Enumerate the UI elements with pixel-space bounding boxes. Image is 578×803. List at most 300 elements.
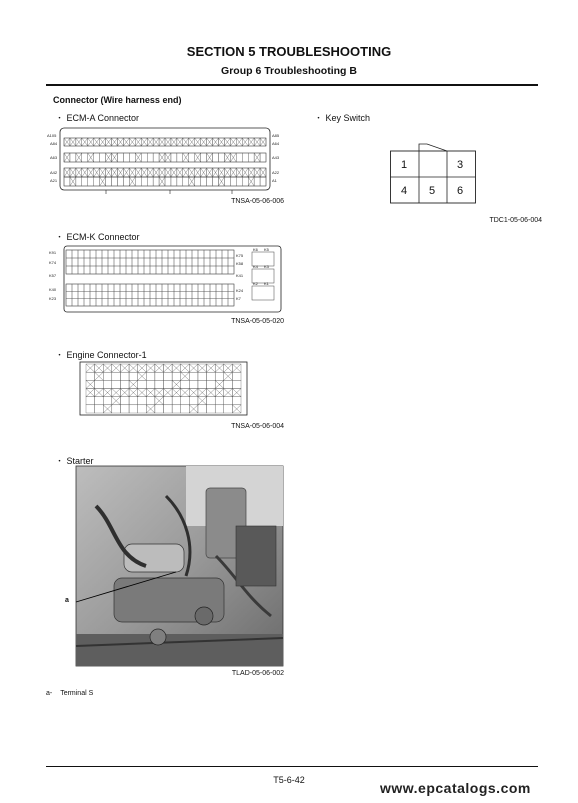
- ecm-k-cell: [120, 266, 126, 274]
- ecm-k-cell: [216, 299, 222, 306]
- ecm-a-cell: [224, 177, 230, 186]
- ecm-a-cell: [248, 153, 254, 162]
- ecm-k-cell: [210, 266, 216, 274]
- ecm-k-cell: [72, 299, 78, 306]
- engine-connector-cell: [164, 397, 173, 405]
- engine-connector-cell: [129, 405, 138, 413]
- ecm-k-cell: [174, 250, 180, 258]
- ecm-k-pin-extra-0: K6: [253, 247, 258, 252]
- ecm-k-cell: [72, 266, 78, 274]
- ecm-k-cell: [228, 258, 234, 266]
- ecm-k-cell: [102, 291, 108, 298]
- ecm-k-cell: [168, 291, 174, 298]
- ecm-k-cell: [204, 284, 210, 291]
- bullet-icon: ・: [314, 113, 324, 123]
- ecm-a-pin-right-1: A64: [272, 141, 280, 146]
- engine-connector-cell: [181, 397, 190, 405]
- engine-connector-cell: [189, 380, 198, 388]
- ecm-a-cell: [260, 153, 266, 162]
- ecm-k-cell: [198, 258, 204, 266]
- ecm-k-cell: [228, 291, 234, 298]
- ecm-k-cell: [198, 266, 204, 274]
- ecm-k-cell: [168, 284, 174, 291]
- engine-connector-cell: [129, 397, 138, 405]
- key-switch-label: [314, 111, 370, 124]
- ecm-k-cell: [228, 299, 234, 306]
- engine-connector-cell: [224, 397, 233, 405]
- ecm-k-cell: [156, 250, 162, 258]
- ecm-a-pin-left-1: A84: [50, 141, 58, 146]
- engine-connector-cell: [95, 405, 104, 413]
- ecm-k-cell: [108, 299, 114, 306]
- engine-connector-cell: [172, 397, 181, 405]
- engine-connector-cell: [189, 372, 198, 380]
- ecm-k-pin-left-2: K57: [49, 273, 57, 278]
- engine-connector-cell: [112, 380, 121, 388]
- engine-connector-cell: [232, 397, 241, 405]
- ecm-a-cell: [213, 177, 219, 186]
- watermark: www.epcatalogs.com: [380, 780, 531, 796]
- ecm-k-cell: [144, 266, 150, 274]
- ecm-a-pin-right-3: A22: [272, 170, 280, 175]
- engine-connector-cell: [120, 372, 129, 380]
- ecm-k-cell: [114, 291, 120, 298]
- ecm-a-cell: [129, 153, 135, 162]
- engine-connector-cell: [215, 405, 224, 413]
- ecm-k-cell: [84, 299, 90, 306]
- ecm-k-cell: [204, 291, 210, 298]
- ecm-k-cell: [126, 284, 132, 291]
- ecm-k-cell: [108, 291, 114, 298]
- ecm-a-cell: [242, 177, 248, 186]
- ecm-a-cell: [94, 153, 100, 162]
- key-switch-terminal-5: 5: [429, 185, 436, 197]
- key-switch-terminal-3: 3: [457, 159, 464, 171]
- ecm-k-cell: [126, 258, 132, 266]
- ecm-a-cell: [117, 153, 123, 162]
- ecm-k-cell: [210, 250, 216, 258]
- section-title: SECTION 5 TROUBLESHOOTING: [186, 44, 392, 59]
- ecm-k-cell: [90, 291, 96, 298]
- bullet-icon: ・: [55, 113, 65, 123]
- ecm-k-cell: [84, 291, 90, 298]
- ecm-a-cell: [236, 153, 242, 162]
- ecm-k-cell: [66, 250, 72, 258]
- ecm-k-cell: [144, 250, 150, 258]
- header-divider: [46, 84, 538, 86]
- ecm-k-cell: [108, 284, 114, 291]
- ecm-k-cell: [96, 291, 102, 298]
- ecm-k-cell: [180, 299, 186, 306]
- ecm-k-cell: [138, 258, 144, 266]
- engine-connector-label-text: Engine Connector-1: [66, 350, 147, 360]
- ecm-k-cell: [222, 299, 228, 306]
- ecm-k-cell: [228, 284, 234, 291]
- engine-connector-cell: [129, 372, 138, 380]
- engine-connector-cell: [103, 372, 112, 380]
- ecm-k-pin-extra-1: K5: [264, 247, 269, 252]
- ecm-k-cell: [198, 284, 204, 291]
- ecm-a-cell: [100, 153, 106, 162]
- engine-connector-cell: [120, 380, 129, 388]
- ecm-k-cell: [90, 250, 96, 258]
- ecm-k-cell: [132, 284, 138, 291]
- ecm-k-cell: [150, 299, 156, 306]
- ecm-k-cell: [192, 250, 198, 258]
- ecm-a-cell: [117, 177, 123, 186]
- engine-connector-cell: [112, 405, 121, 413]
- ecm-k-cell: [84, 266, 90, 274]
- ecm-k-pin-right-4: K7: [236, 296, 241, 301]
- ecm-a-connector-diagram: [46, 124, 286, 196]
- engine-connector-cell: [181, 405, 190, 413]
- ecm-k-cell: [156, 266, 162, 274]
- engine-connector-cell: [172, 405, 181, 413]
- engine-connector-cell: [164, 380, 173, 388]
- ecm-a-pin-right-0: A85: [272, 133, 280, 138]
- ecm-k-cell: [210, 299, 216, 306]
- ecm-k-cell: [96, 284, 102, 291]
- engine-connector-cell: [207, 397, 216, 405]
- ecm-k-cell: [186, 284, 192, 291]
- engine-connector-cell: [164, 405, 173, 413]
- ecm-k-cell: [204, 266, 210, 274]
- ecm-k-cell: [84, 284, 90, 291]
- ecm-k-pin-right-1: K58: [236, 261, 244, 266]
- ecm-k-cell: [102, 250, 108, 258]
- engine-connector-cell: [181, 380, 190, 388]
- ecm-k-cell: [162, 291, 168, 298]
- ecm-k-cell: [126, 291, 132, 298]
- group-title: Group 6 Troubleshooting B: [221, 65, 357, 77]
- engine-connector-cell: [198, 372, 207, 380]
- ecm-a-cell: [141, 153, 147, 162]
- ecm-k-cell: [228, 250, 234, 258]
- ecm-k-cell: [138, 291, 144, 298]
- ecm-k-caption: TNSA-05-05-020: [231, 318, 284, 325]
- ecm-k-cell: [216, 284, 222, 291]
- ecm-k-pin-extra-4: K2: [253, 281, 258, 286]
- ecm-k-cell: [132, 258, 138, 266]
- ecm-k-cell: [144, 284, 150, 291]
- ecm-k-cell: [186, 299, 192, 306]
- ecm-k-pin-right-0: K75: [236, 253, 244, 258]
- ecm-k-cell: [84, 250, 90, 258]
- ecm-a-pin-right-2: A43: [272, 155, 280, 160]
- ecm-a-pin-left-4: A21: [50, 178, 58, 183]
- ecm-k-cell: [216, 258, 222, 266]
- ecm-k-cell: [210, 258, 216, 266]
- ecm-k-cell: [114, 258, 120, 266]
- engine-connector-cell: [215, 397, 224, 405]
- ecm-a-cell: [171, 177, 177, 186]
- engine-connector-cell: [224, 405, 233, 413]
- ecm-a-cell: [123, 177, 129, 186]
- ecm-k-cell: [174, 266, 180, 274]
- ecm-k-cell: [90, 266, 96, 274]
- ecm-k-cell: [174, 291, 180, 298]
- ecm-k-cell: [84, 258, 90, 266]
- ecm-a-pin-left-3: A42: [50, 170, 58, 175]
- ecm-a-caption: TNSA-05-06-006: [231, 198, 284, 205]
- ecm-k-pin-extra-3: K3: [264, 264, 269, 269]
- ecm-a-cell: [153, 177, 159, 186]
- ecm-k-cell: [216, 250, 222, 258]
- engine-connector-cell: [86, 372, 95, 380]
- ecm-a-cell: [254, 177, 260, 186]
- ecm-k-pin-left-1: K74: [49, 260, 57, 265]
- key-switch-diagram: [390, 143, 476, 205]
- ecm-k-cell: [222, 250, 228, 258]
- ecm-k-cell: [144, 299, 150, 306]
- ecm-k-cell: [96, 299, 102, 306]
- ecm-k-cell: [132, 299, 138, 306]
- ecm-k-cell: [78, 250, 84, 258]
- ecm-k-cell: [186, 291, 192, 298]
- ecm-a-cell: [230, 177, 236, 186]
- ecm-k-cell: [216, 266, 222, 274]
- key-switch-terminal-6: 6: [457, 185, 464, 197]
- ecm-k-cell: [72, 284, 78, 291]
- engine-connector-cell: [155, 372, 164, 380]
- ecm-k-cell: [108, 258, 114, 266]
- ecm-k-cell: [120, 299, 126, 306]
- ecm-k-cell: [198, 299, 204, 306]
- bullet-icon: ・: [55, 350, 65, 360]
- ecm-a-cell: [82, 153, 88, 162]
- ecm-k-cell: [90, 299, 96, 306]
- ecm-k-cell: [120, 284, 126, 291]
- engine-connector-cell: [215, 372, 224, 380]
- ecm-a-cell: [242, 153, 248, 162]
- engine-connector-cell: [103, 397, 112, 405]
- legend: [46, 690, 93, 697]
- engine-connector-cell: [95, 397, 104, 405]
- ecm-k-cell: [66, 291, 72, 298]
- ecm-k-cell: [204, 258, 210, 266]
- ecm-a-cell: [213, 153, 219, 162]
- ecm-k-cell: [174, 258, 180, 266]
- engine-connector-label: [55, 348, 147, 361]
- ecm-k-cell: [102, 284, 108, 291]
- ecm-k-cell: [150, 284, 156, 291]
- ecm-a-cell: [177, 177, 183, 186]
- ecm-k-cell: [150, 258, 156, 266]
- ecm-k-cell: [198, 291, 204, 298]
- key-switch-caption: TDC1-05-06-004: [489, 217, 542, 224]
- ecm-k-cell: [168, 250, 174, 258]
- starter-photo: [76, 466, 283, 666]
- ecm-k-cell: [222, 291, 228, 298]
- ecm-k-pin-left-4: K23: [49, 296, 57, 301]
- ecm-k-cell: [192, 266, 198, 274]
- engine-connector-cell: [198, 380, 207, 388]
- ecm-k-cell: [72, 258, 78, 266]
- footer-divider: [46, 766, 538, 767]
- ecm-k-cell: [66, 258, 72, 266]
- ecm-k-pin-extra-5: K1: [264, 281, 269, 286]
- engine-connector-cell: [232, 380, 241, 388]
- ecm-k-cell: [222, 266, 228, 274]
- engine-connector-cell: [224, 380, 233, 388]
- ecm-k-cell: [180, 291, 186, 298]
- ecm-k-cell: [162, 299, 168, 306]
- key-switch-label-text: Key Switch: [325, 113, 371, 123]
- ecm-k-cell: [228, 266, 234, 274]
- ecm-k-cell: [78, 266, 84, 274]
- bullet-icon: ・: [55, 232, 65, 242]
- ecm-a-cell: [94, 177, 100, 186]
- ecm-a-cell: [123, 153, 129, 162]
- ecm-k-cell: [168, 258, 174, 266]
- engine-connector-cell: [207, 372, 216, 380]
- engine-connector-cell: [138, 397, 147, 405]
- ecm-k-pin-extra-2: K4: [253, 264, 258, 269]
- ecm-k-cell: [204, 250, 210, 258]
- ecm-k-cell: [102, 299, 108, 306]
- ecm-k-cell: [96, 250, 102, 258]
- ecm-k-cell: [66, 266, 72, 274]
- ecm-k-cell: [192, 258, 198, 266]
- key-switch-terminal-4: 4: [401, 185, 408, 197]
- ecm-k-cell: [150, 250, 156, 258]
- engine-connector-cell: [198, 405, 207, 413]
- ecm-a-cell: [165, 177, 171, 186]
- ecm-k-cell: [132, 291, 138, 298]
- engine-connector-cell: [172, 372, 181, 380]
- ecm-k-cell: [156, 299, 162, 306]
- ecm-a-pin-left-0: A105: [47, 133, 57, 138]
- bullet-icon: ・: [55, 456, 65, 466]
- ecm-k-cell: [126, 299, 132, 306]
- engine-connector-cell: [146, 380, 155, 388]
- ecm-a-cell: [76, 177, 82, 186]
- ecm-k-cell: [180, 250, 186, 258]
- connector-heading: Connector (Wire harness end): [53, 95, 182, 105]
- ecm-k-cell: [78, 291, 84, 298]
- ecm-a-cell: [171, 153, 177, 162]
- ecm-k-cell: [162, 258, 168, 266]
- ecm-k-cell: [114, 299, 120, 306]
- ecm-k-cell: [156, 258, 162, 266]
- engine-connector-cell: [164, 372, 173, 380]
- ecm-a-cell: [201, 153, 207, 162]
- ecm-k-cell: [78, 299, 84, 306]
- engine-connector-cell: [189, 397, 198, 405]
- ecm-k-cell: [66, 284, 72, 291]
- ecm-k-cell: [174, 299, 180, 306]
- engine-connector-diagram: [80, 362, 250, 418]
- engine-connector-cell: [95, 380, 104, 388]
- ecm-k-cell: [156, 291, 162, 298]
- ecm-k-label-text: ECM-K Connector: [66, 232, 140, 242]
- engine-connector-caption: TNSA-05-06-004: [231, 423, 284, 430]
- ecm-k-cell: [192, 284, 198, 291]
- ecm-k-cell: [138, 299, 144, 306]
- ecm-k-label: [55, 230, 140, 243]
- ecm-k-cell: [102, 266, 108, 274]
- ecm-k-cell: [192, 299, 198, 306]
- ecm-k-cell: [72, 250, 78, 258]
- ecm-a-cell: [64, 177, 70, 186]
- ecm-a-cell: [218, 153, 224, 162]
- ecm-a-cell: [106, 177, 112, 186]
- ecm-a-cell: [260, 177, 266, 186]
- ecm-a-cell: [201, 177, 207, 186]
- ecm-k-connector-diagram: [46, 244, 286, 316]
- key-switch-terminal-1: 1: [401, 159, 408, 171]
- ecm-k-cell: [132, 266, 138, 274]
- ecm-k-cell: [162, 284, 168, 291]
- ecm-k-pin-left-0: K91: [49, 250, 57, 255]
- ecm-a-label: [55, 111, 139, 124]
- ecm-k-cell: [138, 250, 144, 258]
- ecm-k-cell: [168, 299, 174, 306]
- ecm-a-cell: [207, 177, 213, 186]
- engine-connector-cell: [155, 405, 164, 413]
- ecm-k-cell: [78, 284, 84, 291]
- ecm-a-cell: [135, 177, 141, 186]
- ecm-k-cell: [168, 266, 174, 274]
- ecm-k-cell: [210, 291, 216, 298]
- ecm-k-cell: [114, 284, 120, 291]
- engine-connector-cell: [207, 380, 216, 388]
- starter-caption: TLAD-05-06-002: [231, 670, 284, 677]
- ecm-k-cell: [192, 291, 198, 298]
- ecm-a-cells: [64, 138, 266, 186]
- ecm-k-cell: [156, 284, 162, 291]
- ecm-k-cell: [222, 284, 228, 291]
- ecm-k-cell: [102, 258, 108, 266]
- ecm-k-cell: [162, 250, 168, 258]
- ecm-k-cell: [222, 258, 228, 266]
- engine-connector-cell: [120, 405, 129, 413]
- legend-text: Terminal S: [60, 690, 94, 697]
- ecm-k-cell: [138, 266, 144, 274]
- engine-connector-cell: [146, 372, 155, 380]
- ecm-k-pin-left-3: K40: [49, 287, 57, 292]
- engine-connector-cells: [86, 364, 241, 413]
- starter-label-text: Starter: [66, 456, 94, 466]
- ecm-a-cell: [82, 177, 88, 186]
- ecm-k-cell: [108, 266, 114, 274]
- ecm-k-cell: [186, 266, 192, 274]
- ecm-k-cell: [180, 258, 186, 266]
- engine-connector-cell: [86, 397, 95, 405]
- ecm-k-cell: [66, 299, 72, 306]
- starter-callout-a: a: [65, 597, 69, 604]
- ecm-k-cell: [126, 266, 132, 274]
- engine-connector-cell: [138, 405, 147, 413]
- ecm-a-pin-left-2: A63: [50, 155, 58, 160]
- ecm-k-cell: [186, 258, 192, 266]
- ecm-k-cell: [144, 258, 150, 266]
- ecm-k-pin-right-3: K24: [236, 288, 244, 293]
- ecm-k-cell: [180, 266, 186, 274]
- ecm-k-cell: [78, 258, 84, 266]
- engine-connector-cell: [207, 405, 216, 413]
- ecm-a-cell: [189, 153, 195, 162]
- ecm-k-cell: [90, 258, 96, 266]
- engine-connector-cell: [86, 405, 95, 413]
- ecm-k-cell: [108, 250, 114, 258]
- ecm-k-cell: [132, 250, 138, 258]
- engine-connector-cell: [155, 380, 164, 388]
- ecm-a-cell: [183, 177, 189, 186]
- ecm-k-cell: [180, 284, 186, 291]
- ecm-k-cell: [150, 266, 156, 274]
- ecm-k-cell: [198, 250, 204, 258]
